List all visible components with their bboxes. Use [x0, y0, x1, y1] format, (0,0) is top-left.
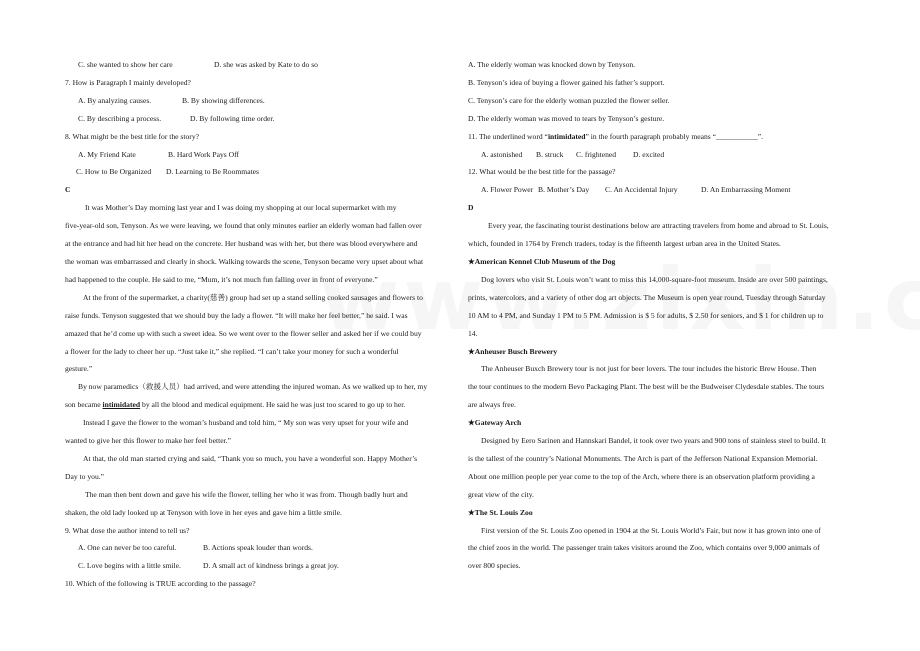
passage-c-line: At the front of the supermarket, a charity(慈善) group had set up a stand selling cooked sausages and flowers to: [83, 292, 423, 302]
passage-c-line: Day to you.”: [65, 471, 105, 481]
passage-d-line: 10 AM to 4 PM, and Sunday 1 PM to 5 PM. Admission is $ 5 for adults, $ 2.50 for seniors, and $ 1 for children up to: [468, 310, 824, 320]
q10-option-d: D. The elderly woman was moved to tears by Tenyson’s gesture.: [468, 113, 665, 123]
q8-options-ab: [65, 146, 453, 164]
q10-option-a: A. The elderly woman was knocked down by Tenyson.: [468, 60, 636, 69]
passage-c-line: At that, the old man started crying and said, “Thank you so much, you have a wonderful son. Happy Mother’s: [83, 453, 418, 463]
q6-option-c: C. she wanted to show her care: [78, 60, 173, 69]
text-segment: 11. The underlined word “: [468, 131, 548, 141]
section-c-heading: C: [65, 185, 71, 195]
attraction-heading: ★Gateway Arch: [468, 418, 522, 428]
q7-option-a: A. By analyzing causes.: [78, 95, 152, 105]
passage-c-line: The man then bent down and gave his wife the flower, telling her who it was from. Though badly hurt and: [85, 489, 408, 499]
passage-c-line: had happened to the couple. He said to me, “Mum, it’s not much fun falling over in front of everyone.”: [65, 274, 378, 284]
q10-option-c: C. Tenyson’s care for the elderly woman puzzled the flower seller.: [468, 95, 670, 105]
quoted-word: intimidated: [547, 131, 586, 141]
q9-options-cd: [65, 557, 453, 575]
passage-d-line: which, founded in 1764 by French traders, today is the fifteenth largest urban area in the United States.: [468, 239, 781, 249]
q10-question: 10. Which of the following is TRUE according to the passage?: [65, 579, 256, 589]
passage-c-line: By now paramedics（救援人员）had arrived, and were attending the injured woman. As we walked up to her, my: [78, 382, 428, 392]
q8-option-d: D. Learning to Be Roommates: [166, 167, 260, 177]
passage-d-line: Dog lovers who visit St. Louis won’t want to miss this 14,000-square-foot museum. Inside are over 500 paintings,: [481, 274, 828, 284]
q7-option-c: C. By describing a process.: [78, 113, 162, 123]
passage-c-line: a flower for the lady to cheer her up. “Just take it,” she replied. “I can’t take your money for such a wonderful: [65, 346, 399, 356]
passage-c-line: wanted to give her this flower to make her feel better.”: [65, 436, 231, 446]
text-segment: ” in the fourth paragraph probably means “___________”.: [585, 131, 764, 141]
q8-options-cd: [65, 163, 453, 181]
q12-option-a: A. Flower Power: [481, 185, 534, 195]
q8-option-c: C. How to Be Organized: [76, 167, 152, 177]
q8-question: 8. What might be the best title for the story?: [65, 131, 199, 141]
q8-option-a: A. My Friend Kate: [78, 149, 136, 159]
attraction-heading: ★American Kennel Club Museum of the Dog: [468, 256, 616, 266]
passage-d-line: prints, watercolors, and a variety of other dog art objects. The Museum is open year round, Tuesday through Saturday: [468, 292, 826, 302]
q10-option-b: B. Tenyson’s idea of buying a flower gained his father’s support.: [468, 77, 665, 87]
q7-option-d: D. By following time order.: [190, 113, 275, 123]
passage-c-line: the woman was embarrassed and clearly in shock. Walking towards the scene, Tenyson became very upset about what: [65, 256, 424, 266]
q11-option-a: A. astonished: [481, 149, 523, 159]
q9-option-d: D. A small act of kindness brings a great joy.: [203, 561, 339, 571]
passage-d-line: First version of the St. Louis Zoo opened in 1904 at the St. Louis World’s Fair, but now it has grown into one of: [481, 525, 821, 535]
passage-c-line: at the entrance and had hit her head on the concrete. Her husband was with her, but there was blood everywhere and: [65, 239, 418, 249]
q12-option-c: C. An Accidental Injury: [605, 185, 678, 195]
q7-options-ab: [65, 92, 453, 110]
right-column: [468, 56, 860, 575]
q9-option-c: C. Love begins with a little smile.: [78, 561, 181, 571]
passage-d-line: is the tallest of the country’s National Monuments. The Arch is part of the Jefferson National Expansion Memorial.: [468, 453, 818, 463]
passage-c-line: It was Mother’s Day morning last year and I was doing my shopping at our local supermarket with my: [85, 203, 397, 213]
q11-options: [468, 146, 860, 164]
q6-option-d: D. she was asked by Kate to do so: [214, 60, 318, 69]
q9-option-b: B. Actions speak louder than words.: [203, 543, 313, 553]
passage-c-line: raise funds. Tenyson suggested that we should buy the lady a flower. “It will make her feel better,” he said. I was: [65, 310, 408, 320]
passage-c-line-underlined: [65, 396, 453, 414]
q11-question: [468, 128, 860, 146]
q9-question: 9. What dose the author intend to tell us?: [65, 525, 190, 535]
passage-c-line: amazed that he’d come up with such a sweet idea. So we went over to the flower seller and asked her if we could buy: [65, 328, 422, 338]
passage-d-line: Every year, the fascinating tourist destinations below are attracting travelers from home and abroad to St. Louis,: [488, 221, 829, 231]
q12-question: 12. What would be the best title for the passage?: [468, 167, 616, 177]
passage-d-line: About one million people per year come to the top of the Arch, where there is an observation platform providing a: [468, 471, 815, 481]
q11-option-b: B. struck: [536, 149, 564, 159]
q12-option-d: D. An Embarrassing Moment: [701, 185, 791, 195]
underlined-word: intimidated: [102, 400, 141, 410]
q12-option-b: B. Mother’s Day: [538, 185, 590, 195]
passage-c-line: five-year-old son, Tenyson. As we were leaving, we found that only minutes earlier an elderly woman had fallen over: [65, 221, 422, 231]
text-segment: by all the blood and medical equipment. He said he was just too scared to go up to her.: [142, 400, 406, 410]
q9-options-ab: [65, 539, 453, 557]
passage-d-line: great view of the city.: [468, 489, 534, 499]
passage-c-line: Instead I gave the flower to the woman’s husband and told him, “ My son was very upset for your wife and: [83, 418, 409, 428]
q11-option-d: D. excited: [633, 149, 665, 159]
q7-options-cd: [65, 110, 453, 128]
passage-d-line: the chief zoos in the world. The passenger train takes visitors around the Zoo, which contains over 9,000 animals of: [468, 543, 820, 553]
section-d-heading: D: [468, 203, 474, 213]
q11-option-c: C. frightened: [576, 149, 617, 159]
q12-options: [468, 181, 860, 199]
q7-option-b: B. By showing differences.: [182, 95, 265, 105]
left-column: [65, 56, 453, 593]
passage-d-line: 14.: [468, 328, 478, 338]
passage-c-line: gesture.”: [65, 364, 93, 374]
passage-d-line: are always free.: [468, 400, 516, 410]
passage-d-line: The Anheuser Buxch Brewery tour is not just for beer lovers. The tour includes the historic Brew House. Then: [481, 364, 817, 374]
q8-option-b: B. Hard Work Pays Off: [168, 149, 240, 159]
attraction-heading: ★The St. Louis Zoo: [468, 507, 533, 517]
text-segment: son became: [65, 400, 101, 410]
passage-d-line: over 800 species.: [468, 561, 521, 571]
q6-options-cd: [65, 56, 453, 74]
q7-question: 7. How is Paragraph I mainly developed?: [65, 77, 191, 87]
q9-option-a: A. One can never be too careful.: [78, 543, 177, 553]
passage-c-line: shaken, the old lady looked up at Tenyson with love in her eyes and gave him a little smile.: [65, 507, 342, 517]
passage-d-line: Designed by Eero Sarinen and Hannskari Bandel, it took over two years and 900 tons of stainless steel to build. It: [481, 436, 827, 446]
passage-d-line: the tour continues to the modern Bevo Packaging Plant. The best will be the Budweiser Clydesdale stables. The tours: [468, 382, 825, 392]
attraction-heading: ★Anheuser Busch Brewery: [468, 346, 558, 356]
